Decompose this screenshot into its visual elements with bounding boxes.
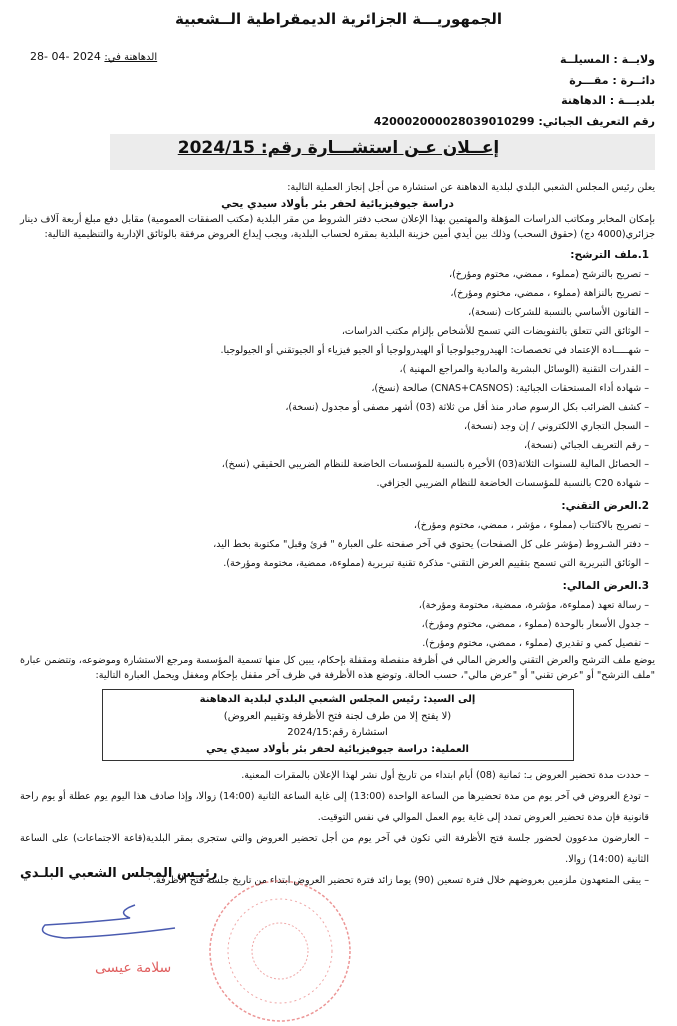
date-line: [30, 50, 157, 63]
list-item: – شهادة C20 بالنسبة للمؤسسات الخاضعة للنظام الضريبي الجزافي.: [20, 474, 649, 493]
list-item: – دفتر الشـروط (مؤشر على كل الصفحات) يحتوي في آخر صفحته على العبارة " قرئ وقبل" مكتوبة بخط اليد،: [20, 535, 649, 554]
official-stamp: [205, 876, 355, 1026]
list-item: – شهادة أداء المستحقات الجبائية: (CNAS+CASNOS) صالحة (نسخ)،: [20, 379, 649, 398]
box-operation: العملية: دراسة جيوفيزيائية لحفر بئر بأولاد سيدي يحي: [206, 743, 469, 755]
box-notice: (لا يفتح إلا من طرف لجنة فتح الأظرفة وتقييم العروض): [223, 710, 452, 722]
baladia: بلديـــة : الدهاهنة: [561, 94, 655, 107]
list-item: – السجل التجاري الالكتروني / إن وجد (نسخة)،: [20, 417, 649, 436]
section-title: 3.العرض المالي:: [562, 580, 649, 592]
conditions-paragraph: بإمكان المخابر ومكاتب الدراسات المؤهلة والمهتمين بهذا الإعلان سحب دفتر الشروط من مقر البلدية (مكتب الصفقات العمومية) مقابل دفع مبلغ أربعة آلاف دينار جزائري(4000 دج) (حقوق السحب) وذلك بين أيدي أمين خزينة البلدية بمقرة لحساب البلدية، ويجب إيداع العروض مرفقة بالوثائق الإدارية والتنظيمية التالية:: [20, 214, 655, 240]
signature: [35, 900, 185, 950]
list-item: – القانون الأساسي بالنسبة للشركات (نسخة)،: [20, 303, 649, 322]
list-item: – الحصائل المالية للسنوات الثلاثة(03) الأخيرة بالنسبة للمؤسسات الخاضعة للنظام الضريبي الحقيقي (نسخ)،: [20, 455, 649, 474]
announcement-title: [0, 138, 677, 158]
daira: دائــرة : مقـــرة: [569, 73, 655, 87]
place: الدهاهنة في:: [104, 52, 158, 63]
intro: يعلن رئيس المجلس الشعبي البلدي لبلدية الدهاهنة عن استشارة من أجل إنجاز العملية التالية:: [287, 182, 655, 193]
list-item: – جدول الأسعار بالوحدة (مملوء ، ممضي، مختوم ومؤرخ)،: [20, 615, 649, 634]
section-title: 2.العرض التقني:: [561, 500, 649, 512]
list-item: – رسالة تعهد (مملوءة، مؤشرة، ممضية، مختومة ومؤرخة)،: [20, 596, 649, 615]
issuer-block: [374, 50, 655, 132]
list-item: – الوثائق التي تتعلق بالتفويضات التي تسمح للأشخاص بإلزام مكتب الدراسات،: [20, 322, 649, 341]
signatory-name: سلامة عيسى: [95, 960, 172, 976]
box-reference: استشارة رقم:2024/15: [287, 727, 388, 738]
section-title: 1.ملف الترشح:: [570, 249, 649, 261]
list-item: – تصريح بالاكتتاب (مملوء ، مؤشر ، ممضي، مختوم ومؤرخ)،: [20, 516, 649, 535]
list-item: – يبقى المتعهدون ملزمين بعروضهم خلال فترة تسعين (90) يوما زائد فترة تحضير العروض ابتداء من تاريخ جلسة فتح الأظرفة.: [20, 870, 649, 891]
wilaya: ولايــة : المسيلــة: [559, 53, 655, 66]
signatory-title: رئيـس المجلس الشعبي البلـدي: [20, 866, 218, 881]
list-item: – العارضون مدعوون لحضور جلسة فتح الأظرفة التي تكون في آخر يوم من أجل تحضير العروض والتي ستجرى بمقر البلدية(قاعة الاجتماعات) على الساعة الثانية (14:00) زوالا.: [20, 828, 649, 870]
announcement-title-text: إعــلان عـن استشـــارة رقم: 2024/15: [177, 138, 500, 158]
section-list: [20, 265, 655, 493]
list-item: – رقم التعريف الجبائي (نسخة)،: [20, 436, 649, 455]
tax-id: رقم التعريف الجبائي: 420002000028039010299: [373, 114, 655, 128]
list-item: – تفصيل كمي و تقديري (مملوء ، ممضي، مختوم ومؤرخ).: [20, 634, 649, 653]
list-item: – القدرات التقنية (الوسائل البشرية والمادية والمراجع المهنية )،: [20, 360, 649, 379]
section-list: [20, 516, 655, 573]
body: [20, 180, 655, 891]
envelope-label-box: [102, 689, 574, 761]
list-item: – الوثائق التبريرية التي تسمح بتقييم العرض التقني- مذكرة تقنية تبريرية (مملوءة، ممضية، مختومة ومؤرخة).: [20, 554, 649, 573]
list-item: – تصريح بالنزاهة (مملوء ، ممضي، مختوم ومؤرخ)،: [20, 284, 649, 303]
republic-header: الجمهوريـــة الجزائرية الديمقراطية الــشعبية: [175, 10, 502, 28]
list-item: – تصريح بالترشح (مملوء ، ممضي، مختوم ومؤرخ)،: [20, 265, 649, 284]
box-recipient: إلى السيد: رئيس المجلس الشعبي البلدي لبلدية الدهاهنة: [199, 694, 476, 705]
subject: دراسة جيوفيزيائية لحفر بئر بأولاد سيدي يحي: [221, 198, 454, 210]
list-item: – شهـــــادة الإعتماد في تخصصات: الهيدروجيولوجيا أو الهيدرولوجيا أو الجيو فيزياء أو الجيوتقني أو الجيولوجيا.: [20, 341, 649, 360]
list-item: – كشف الضرائب بكل الرسوم صادر منذ أقل من ثلاثة (03) أشهر مصفى أو مجدول (نسخة)،: [20, 398, 649, 417]
section-list: [20, 596, 655, 653]
date: 28- 04- 2024: [30, 50, 101, 63]
list-item: – حددت مدة تحضير العروض بـ: ثمانية (08) أيام ابتداء من تاريخ أول نشر لهذا الإعلان بالمقرات المعنية.: [20, 765, 649, 786]
envelope-paragraph: يوضع ملف الترشح والعرض التقني والعرض المالي في أظرفة منفصلة ومقفلة بإحكام، يبين كل منها تسمية المؤسسة ومرجع الاستشارة وموضوعه، وتتضمن عبارة "ملف الترشح" أو "عرض تقني" أو "عرض مالي"، حسب الحالة. وتوضع هذه الأظرفة في ظرف آخر مقفل بإحكام ومغفل ويحمل العبارة التالية:: [20, 655, 655, 681]
list-item: – تودع العروض في آخر يوم من مدة تحضيرها من الساعة الواحدة (13:00) إلى غاية الساعة الثانية (14:00) زوالا، وإذا صادف هذا اليوم يوم عطلة أو يوم راحة قانونية فإن مدة تحضير العروض تمدد إلى غاية يوم العمل الموالي في نفس التوقيت.: [20, 786, 649, 828]
